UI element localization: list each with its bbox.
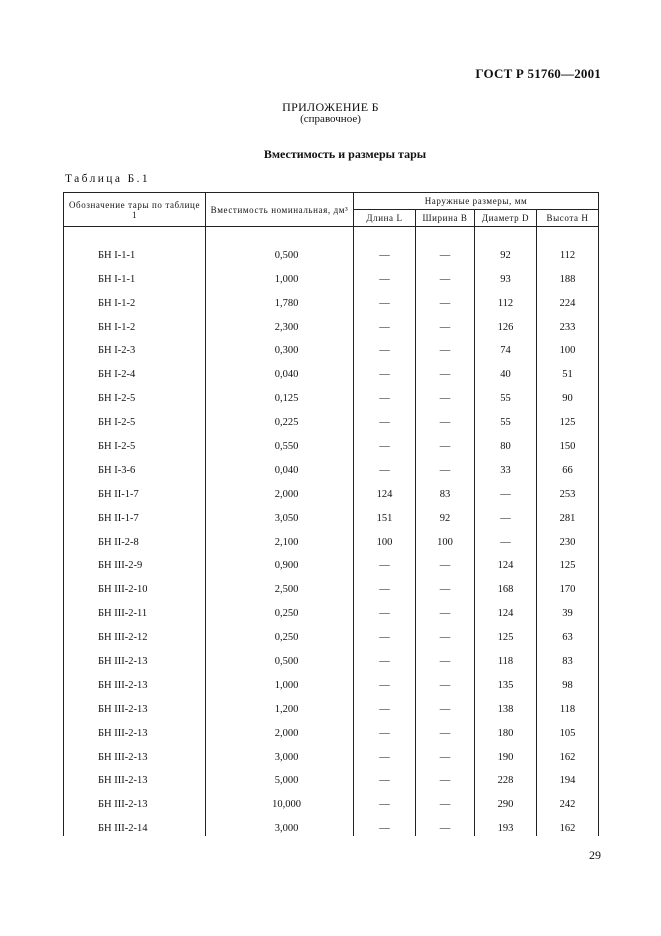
cell-diameter: 93 [475, 263, 537, 287]
cell-capacity: 1,200 [206, 693, 354, 717]
cell-designation: БН III-2-14 [64, 812, 206, 836]
cell-capacity: 10,000 [206, 788, 354, 812]
cell-diameter: 138 [475, 693, 537, 717]
cell-length: — [354, 430, 416, 454]
cell-designation: БН III-2-13 [64, 765, 206, 789]
cell-designation: БН III-2-11 [64, 597, 206, 621]
cell-diameter: 80 [475, 430, 537, 454]
cell-width: — [416, 263, 475, 287]
table-row [64, 430, 599, 454]
cell-height: 150 [537, 430, 599, 454]
table-row [64, 717, 599, 741]
table-row [64, 287, 599, 311]
cell-length: — [354, 335, 416, 359]
cell-designation: БН I-2-4 [64, 358, 206, 382]
cell-designation: БН I-2-5 [64, 430, 206, 454]
cell-width: — [416, 358, 475, 382]
cell-height: 98 [537, 669, 599, 693]
table-row [64, 550, 599, 574]
cell-designation: БН I-1-1 [64, 239, 206, 263]
cell-capacity: 3,000 [206, 812, 354, 836]
cell-diameter: 168 [475, 573, 537, 597]
cell-diameter: 124 [475, 550, 537, 574]
cell-height: 90 [537, 382, 599, 406]
cell-width: — [416, 597, 475, 621]
cell-capacity: 0,225 [206, 406, 354, 430]
cell-height: 162 [537, 812, 599, 836]
cell-designation: БН III-2-13 [64, 717, 206, 741]
cell-width: — [416, 812, 475, 836]
header-width: Ширина B [416, 210, 475, 227]
cell-diameter: 193 [475, 812, 537, 836]
cell-designation: БН I-1-2 [64, 311, 206, 335]
header-designation: Обозначение тары по таблице 1 [64, 193, 206, 227]
cell-height: 83 [537, 645, 599, 669]
cell-designation: БН I-2-3 [64, 335, 206, 359]
cell-width: — [416, 382, 475, 406]
cell-diameter: 55 [475, 382, 537, 406]
cell-designation: БН II-1-7 [64, 478, 206, 502]
cell-length: — [354, 597, 416, 621]
cell-length: — [354, 765, 416, 789]
cell-diameter: 40 [475, 358, 537, 382]
cell-designation: БН I-1-2 [64, 287, 206, 311]
cell-capacity: 2,100 [206, 526, 354, 550]
cell-designation: БН I-1-1 [64, 263, 206, 287]
cell-capacity: 2,500 [206, 573, 354, 597]
cell-capacity: 3,000 [206, 741, 354, 765]
cell-width: — [416, 621, 475, 645]
cell-width: 83 [416, 478, 475, 502]
header-outer-dimensions: Наружные размеры, мм [354, 193, 599, 210]
cell-height: 118 [537, 693, 599, 717]
cell-designation: БН III-2-13 [64, 693, 206, 717]
cell-capacity: 3,050 [206, 502, 354, 526]
cell-height: 66 [537, 454, 599, 478]
cell-height: 194 [537, 765, 599, 789]
cell-length: — [354, 573, 416, 597]
standard-code: ГОСТ Р 51760—2001 [475, 66, 601, 81]
cell-capacity: 2,000 [206, 478, 354, 502]
cell-designation: БН I-2-5 [64, 406, 206, 430]
cell-width: — [416, 311, 475, 335]
cell-diameter: — [475, 502, 537, 526]
cell-diameter: 33 [475, 454, 537, 478]
cell-width: — [416, 645, 475, 669]
cell-capacity: 5,000 [206, 765, 354, 789]
cell-diameter: 228 [475, 765, 537, 789]
header-capacity: Вместимость номинальная, дм³ [206, 193, 354, 227]
header-length: Длина L [354, 210, 416, 227]
cell-designation: БН II-1-7 [64, 502, 206, 526]
cell-width: — [416, 239, 475, 263]
cell-height: 125 [537, 406, 599, 430]
cell-height: 281 [537, 502, 599, 526]
table-row [64, 454, 599, 478]
cell-width: — [416, 693, 475, 717]
cell-designation: БН I-2-5 [64, 382, 206, 406]
cell-width: — [416, 550, 475, 574]
cell-capacity: 1,780 [206, 287, 354, 311]
cell-width: — [416, 573, 475, 597]
cell-designation: БН I-3-6 [64, 454, 206, 478]
cell-height: 125 [537, 550, 599, 574]
cell-height: 100 [537, 335, 599, 359]
cell-width: — [416, 406, 475, 430]
table-row [64, 263, 599, 287]
table-row [64, 788, 599, 812]
cell-width: — [416, 765, 475, 789]
table-row [64, 812, 599, 836]
cell-width: — [416, 454, 475, 478]
cell-capacity: 0,900 [206, 550, 354, 574]
cell-designation: БН III-2-10 [64, 573, 206, 597]
cell-diameter: 190 [475, 741, 537, 765]
appendix-subtitle: (справочное) [300, 113, 361, 125]
cell-height: 253 [537, 478, 599, 502]
cell-designation: БН III-2-9 [64, 550, 206, 574]
table-row [64, 335, 599, 359]
cell-capacity: 0,250 [206, 597, 354, 621]
cell-capacity: 1,000 [206, 263, 354, 287]
table-row [64, 621, 599, 645]
table-row [64, 382, 599, 406]
cell-length: — [354, 406, 416, 430]
cell-width: — [416, 788, 475, 812]
cell-height: 230 [537, 526, 599, 550]
cell-length: — [354, 550, 416, 574]
table-row [64, 239, 599, 263]
cell-height: 105 [537, 717, 599, 741]
cell-diameter: 74 [475, 335, 537, 359]
cell-length: — [354, 812, 416, 836]
cell-height: 162 [537, 741, 599, 765]
cell-diameter: 92 [475, 239, 537, 263]
cell-length: — [354, 382, 416, 406]
cell-capacity: 0,300 [206, 335, 354, 359]
cell-length: — [354, 717, 416, 741]
table-row [64, 406, 599, 430]
cell-length: — [354, 454, 416, 478]
cell-diameter: 112 [475, 287, 537, 311]
cell-height: 170 [537, 573, 599, 597]
cell-width: — [416, 717, 475, 741]
cell-capacity: 0,550 [206, 430, 354, 454]
cell-height: 112 [537, 239, 599, 263]
cell-diameter: 126 [475, 311, 537, 335]
cell-height: 233 [537, 311, 599, 335]
appendix-title: ПРИЛОЖЕНИЕ Б [282, 100, 379, 114]
cell-diameter: 55 [475, 406, 537, 430]
table-row [64, 573, 599, 597]
cell-length: 100 [354, 526, 416, 550]
table-row [64, 478, 599, 502]
header-diameter: Диаметр D [475, 210, 537, 227]
table-row [64, 597, 599, 621]
capacity-dimensions-table [63, 192, 599, 836]
table-label: Таблица Б.1 [65, 173, 151, 185]
cell-capacity: 1,000 [206, 669, 354, 693]
cell-length: — [354, 693, 416, 717]
table-row [64, 526, 599, 550]
header-height: Высота H [537, 210, 599, 227]
cell-diameter: 290 [475, 788, 537, 812]
cell-width: — [416, 430, 475, 454]
cell-designation: БН III-2-13 [64, 788, 206, 812]
table-row [64, 693, 599, 717]
cell-height: 224 [537, 287, 599, 311]
cell-height: 39 [537, 597, 599, 621]
cell-length: — [354, 287, 416, 311]
cell-capacity: 0,250 [206, 621, 354, 645]
table-body [64, 227, 599, 837]
table-row [64, 645, 599, 669]
cell-designation: БН III-2-13 [64, 645, 206, 669]
cell-capacity: 0,040 [206, 358, 354, 382]
table-row [64, 311, 599, 335]
cell-length: — [354, 239, 416, 263]
cell-diameter: — [475, 526, 537, 550]
table-row [64, 669, 599, 693]
table-row [64, 741, 599, 765]
cell-designation: БН III-2-12 [64, 621, 206, 645]
cell-length: — [354, 621, 416, 645]
cell-length: — [354, 311, 416, 335]
cell-length: — [354, 669, 416, 693]
cell-diameter: 125 [475, 621, 537, 645]
cell-height: 51 [537, 358, 599, 382]
cell-designation: БН III-2-13 [64, 669, 206, 693]
cell-length: — [354, 263, 416, 287]
cell-diameter: 118 [475, 645, 537, 669]
cell-capacity: 0,040 [206, 454, 354, 478]
cell-capacity: 0,500 [206, 239, 354, 263]
cell-width: — [416, 287, 475, 311]
cell-width: — [416, 741, 475, 765]
cell-capacity: 0,125 [206, 382, 354, 406]
cell-length: 151 [354, 502, 416, 526]
cell-diameter: 124 [475, 597, 537, 621]
cell-width: 100 [416, 526, 475, 550]
cell-width: — [416, 669, 475, 693]
cell-capacity: 0,500 [206, 645, 354, 669]
cell-height: 188 [537, 263, 599, 287]
cell-length: — [354, 741, 416, 765]
table-row [64, 765, 599, 789]
cell-capacity: 2,000 [206, 717, 354, 741]
table-title: Вместимость и размеры тары [263, 147, 427, 161]
cell-designation: БН II-2-8 [64, 526, 206, 550]
page-number: 29 [589, 848, 601, 862]
table-row [64, 502, 599, 526]
cell-diameter: 180 [475, 717, 537, 741]
cell-length: — [354, 645, 416, 669]
cell-width: 92 [416, 502, 475, 526]
cell-length: 124 [354, 478, 416, 502]
cell-diameter: 135 [475, 669, 537, 693]
cell-length: — [354, 788, 416, 812]
cell-height: 242 [537, 788, 599, 812]
table-row [64, 358, 599, 382]
cell-designation: БН III-2-13 [64, 741, 206, 765]
cell-width: — [416, 335, 475, 359]
cell-diameter: — [475, 478, 537, 502]
cell-length: — [354, 358, 416, 382]
cell-height: 63 [537, 621, 599, 645]
cell-capacity: 2,300 [206, 311, 354, 335]
